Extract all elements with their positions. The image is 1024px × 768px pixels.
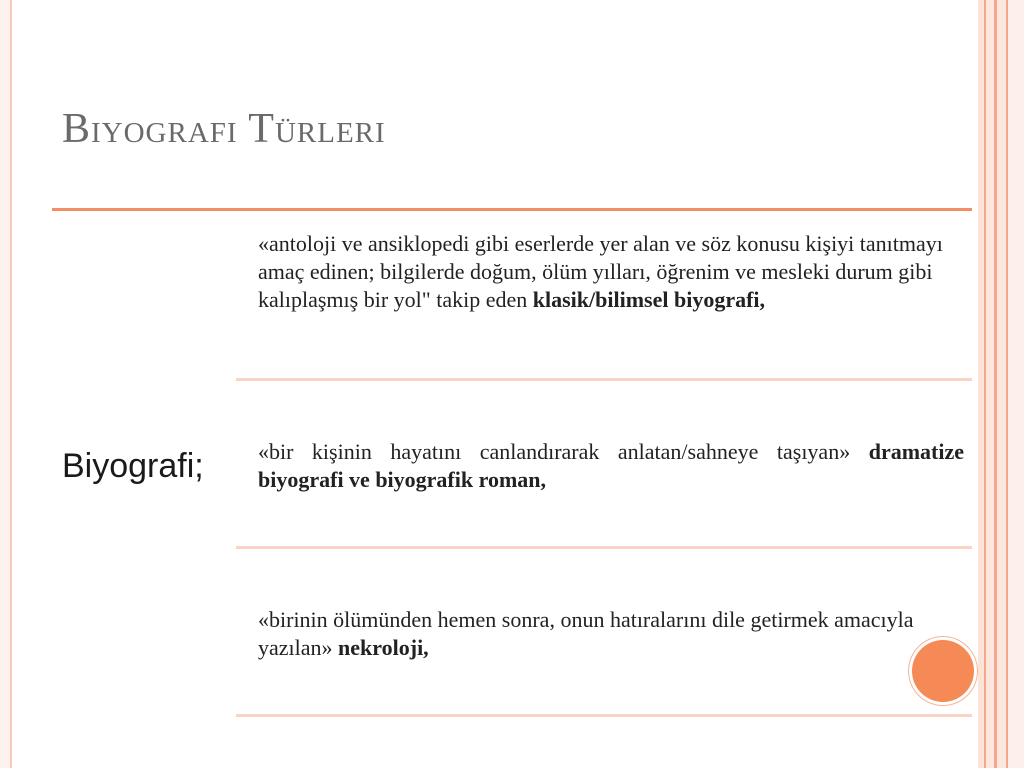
title-underline (52, 208, 972, 211)
definition-text: «birinin ölümünden hemen sonra, onun hatıralarını dile getirmek amacıyla yazılan» (258, 607, 914, 660)
separator-line (236, 378, 972, 381)
category-label: Biyografi; (62, 447, 204, 485)
definition-item-3 (258, 606, 964, 662)
definition-text: «bir kişinin hayatını canlandırarak anlatan/sahneye taşıyan» (258, 439, 869, 464)
definition-item-2 (258, 438, 964, 494)
definition-text: «antoloji ve ansiklopedi gibi eserlerde yer alan ve söz konusu kişiyi tanıtmayı amaç edinen; bilgilerde doğum, ölüm yılları, öğrenim ve mesleki durum gibi kalıplaşmış bir yol" takip eden (258, 231, 943, 312)
separator-line (236, 714, 972, 717)
decorative-circle (912, 640, 974, 702)
slide-title: Biyografi Türleri (62, 106, 386, 152)
definition-term: dramatize biyografi ve biyografik roman, (258, 439, 964, 492)
right-border-stripes (978, 0, 1024, 768)
left-border-stripe (0, 0, 12, 768)
separator-line (236, 546, 972, 549)
definition-item-1 (258, 230, 964, 314)
definition-term: klasik/bilimsel biyografi, (532, 287, 766, 312)
definition-term: nekroloji, (338, 635, 429, 660)
